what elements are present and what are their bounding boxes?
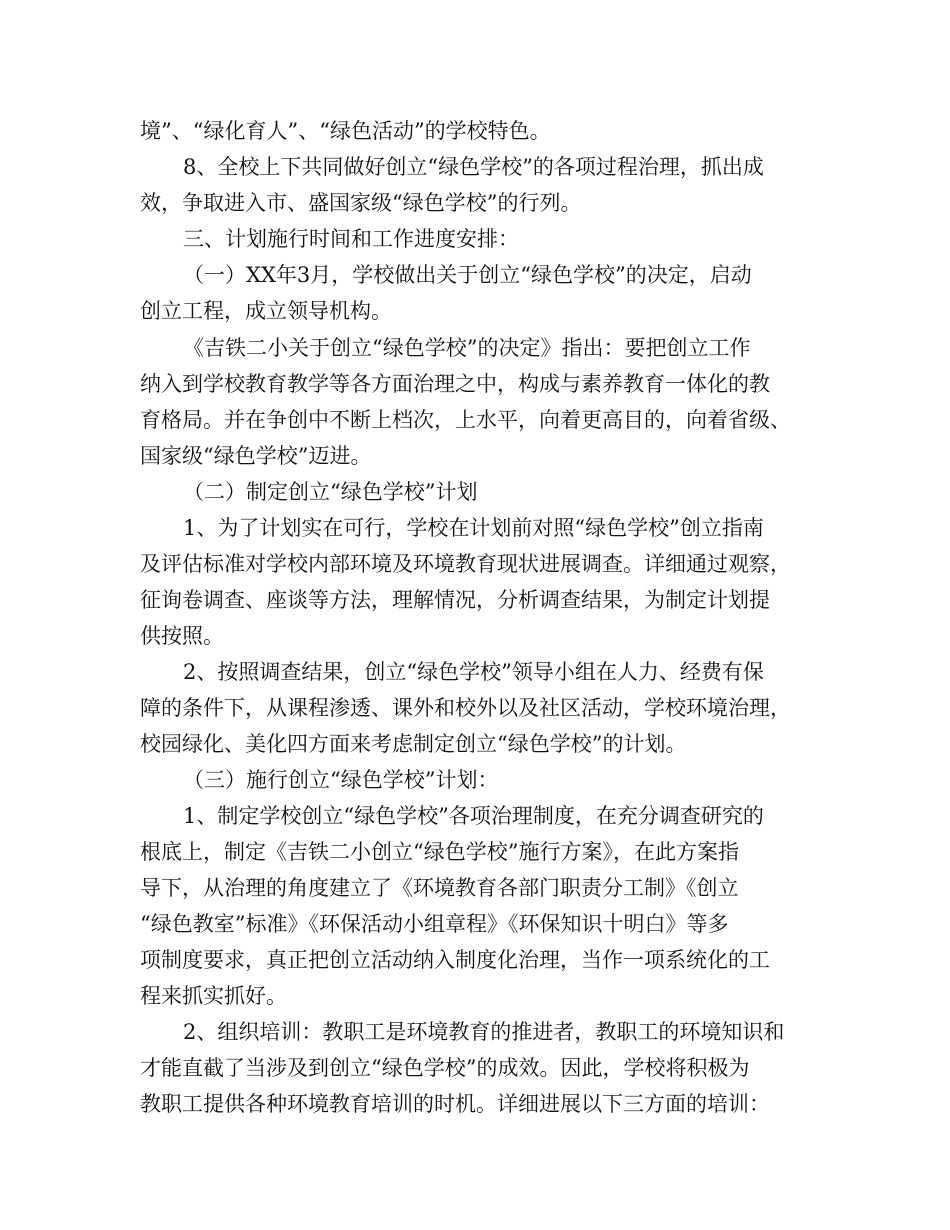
text-line: 1、制定学校创立“绿色学校”各项治理制度，在充分调查研究的 [183,804,764,828]
text-line: 2、按照调查结果，创立“绿色学校”领导小组在人力、经费有保 [183,660,764,684]
text-line: 效，争取进入市、盛国家级“绿色学校”的行列。 [140,191,582,215]
text-line: 1、为了计划实在可行，学校在计划前对照“绿色学校”创立指南 [183,516,764,540]
text-line: 根底上，制定《吉铁二小创立“绿色学校”施行方案》，在此方案指 [140,840,739,864]
text-line: 8、全校上下共同做好创立“绿色学校”的各项过程治理，抓出成 [183,155,764,179]
text-line: 程来抓实抓好。 [140,984,287,1008]
text-line: （一）XX年3月，学校做出关于创立“绿色学校”的决定，启动 [183,263,752,287]
text-line: 导下，从治理的角度建立了《环境教育各部门职责分工制》《创立 [140,876,739,900]
text-line: 国家级“绿色学校”迈进。 [140,444,372,468]
text-line: 征询卷调查、座谈等方法，理解情况，分析调查结果，为制定计划提 [140,588,770,612]
text-line: 育格局。并在争创中不断上档次，上水平，向着更高目的，向着省级、 [140,408,791,432]
text-line: （二）制定创立“绿色学校”计划 [183,480,478,504]
text-line: 校园绿化、美化四方面来考虑制定创立“绿色学校”的计划。 [140,732,687,756]
text-line: 供按照。 [140,624,224,648]
text-line: 境”、“绿化育人”、“绿色活动”的学校特色。 [140,119,551,143]
text-line: “绿色教室”标准》《环保活动小组章程》《环保知识十明白》等多 [140,912,729,936]
text-line: 才能直截了当涉及到创立“绿色学校”的成效。因此，学校将积极为 [140,1056,750,1080]
text-line: 障的条件下，从课程渗透、课外和校外以及社区活动，学校环境治理， [140,696,791,720]
text-line: 2、组织培训：教职工是环境教育的推进者，教职工的环境知识和 [183,1020,785,1044]
text-line: （三）施行创立“绿色学校”计划： [183,768,499,792]
text-line: 项制度要求，真正把创立活动纳入制度化治理，当作一项系统化的工 [140,948,770,972]
text-line: 三、计划施行时间和工作进度安排： [183,227,519,251]
text-line: 教职工提供各种环境教育培训的时机。详细进展以下三方面的培训： [140,1092,770,1116]
text-line: 纳入到学校教育教学等各方面治理之中，构成与素养教育一体化的教 [140,372,770,396]
text-line: 创立工程，成立领导机构。 [140,299,392,323]
text-line: 及评估标准对学校内部环境及环境教育现状进展调查。详细通过观察， [140,552,791,576]
text-line: 《吉铁二小关于创立“绿色学校”的决定》指出：要把创立工作 [183,336,751,360]
